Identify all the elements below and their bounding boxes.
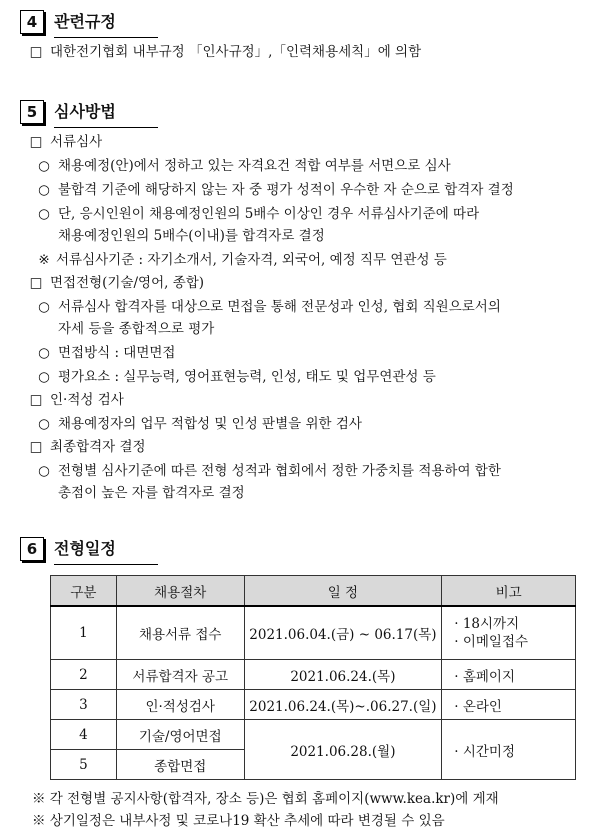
- cell-step: 기술/영어면접: [116, 720, 244, 750]
- list-item-text: 불합격 기준에 해당하지 않는 자 중 평가 성적이 우수한 자 순으로 합격자 결정: [58, 182, 514, 198]
- table-header-row: [51, 576, 576, 607]
- table-row: [51, 720, 576, 750]
- cell-note: · 온라인: [442, 690, 576, 720]
- regulation-text: 대한전기협회 내부규정 「인사규정」,「인력채용세칙」에 의함: [50, 44, 422, 60]
- square-bullet-icon: □: [29, 275, 43, 291]
- list-item-text: 최종합격자 결정: [50, 439, 146, 455]
- cell-step: 서류합격자 공고: [116, 660, 244, 690]
- footnote: ※ 각 전형별 공지사항(합격자, 장소 등)은 협회 홈페이지(www.kea.kr)에 게재: [32, 791, 499, 807]
- section-4-title: 관련규정: [54, 12, 116, 31]
- section-6-underline: [54, 564, 158, 565]
- footnote: ※ 상기일정은 내부사정 및 코로나19 확산 추세에 따라 변경될 수 있음: [32, 813, 445, 829]
- list-item-text: 인·적성 검사: [50, 392, 124, 408]
- list-item-text: 서류심사 합격자를 대상으로 면접을 통해 전문성과 인성, 협회 직원으로서의: [58, 299, 501, 315]
- cell-step: 인·적성검사: [116, 690, 244, 720]
- cell-note: · 홈페이지: [442, 660, 576, 690]
- schedule-table: [50, 575, 576, 780]
- section-6-header: [20, 537, 170, 567]
- section-6-title: 전형일정: [54, 539, 116, 558]
- circle-bullet-icon: ○: [38, 463, 50, 479]
- circle-bullet-icon: ○: [38, 345, 50, 361]
- section-4-underline: [54, 37, 158, 38]
- list-item-text: 면접전형(기술/영어, 종합): [50, 275, 205, 291]
- circle-bullet-icon: ○: [38, 206, 50, 222]
- section-4-header: [20, 10, 170, 40]
- circle-bullet-icon: ○: [38, 182, 50, 198]
- list-item-text: 채용예정(안)에서 정하고 있는 자격요건 적합 여부를 서면으로 심사: [58, 158, 451, 174]
- list-item-text: 자세 등을 종합적으로 평가: [58, 321, 215, 337]
- header-category: 구분: [51, 576, 117, 607]
- note-line: · 18시까지: [454, 616, 520, 632]
- header-remarks: 비고: [442, 576, 576, 607]
- square-bullet-icon: □: [29, 134, 43, 150]
- note-line: · 이메일접수: [454, 634, 529, 650]
- reference-mark-icon: ※: [38, 252, 50, 268]
- cell-date: 2021.06.24.(목): [244, 660, 442, 690]
- cell-step: 채용서류 접수: [116, 606, 244, 660]
- table-row: [51, 660, 576, 690]
- header-procedure: 채용절차: [116, 576, 244, 607]
- cell-no: 1: [51, 606, 117, 660]
- square-bullet-icon: □: [29, 392, 43, 408]
- list-item-text: 면접방식 : 대면면접: [58, 345, 176, 361]
- cell-date: 2021.06.28.(월): [244, 720, 442, 780]
- section-6-number: 6: [20, 537, 44, 561]
- circle-bullet-icon: ○: [38, 416, 50, 432]
- circle-bullet-icon: ○: [38, 158, 50, 174]
- cell-date: 2021.06.04.(금) ~ 06.17(목): [244, 606, 442, 660]
- cell-no: 2: [51, 660, 117, 690]
- cell-no: 5: [51, 750, 117, 780]
- circle-bullet-icon: ○: [38, 369, 50, 385]
- list-item-text: 평가요소 : 실무능력, 영어표현능력, 인성, 태도 및 업무연관성 등: [58, 369, 436, 385]
- cell-note: [442, 606, 576, 660]
- circle-bullet-icon: ○: [38, 299, 50, 315]
- cell-no: 4: [51, 720, 117, 750]
- list-item-text: 채용예정인원의 5배수(이내)를 합격자로 결정: [58, 228, 325, 244]
- section-4-number: 4: [20, 10, 44, 34]
- header-schedule: 일 정: [244, 576, 442, 607]
- list-item-text: 서류심사기준 : 자기소개서, 기술자격, 외국어, 예정 직무 연관성 등: [56, 252, 447, 268]
- list-item-text: 단, 응시인원이 채용예정인원의 5배수 이상인 경우 서류심사기준에 따라: [58, 206, 480, 222]
- section-5-header: [20, 100, 170, 130]
- square-bullet-icon: □: [29, 44, 43, 60]
- square-bullet-icon: □: [29, 439, 43, 455]
- section-5-number: 5: [20, 100, 44, 124]
- section-5-title: 심사방법: [54, 102, 116, 121]
- table-row: [51, 606, 576, 660]
- section-5-underline: [54, 127, 158, 128]
- list-item-text: 전형별 심사기준에 따른 전형 성적과 협회에서 정한 가중치를 적용하여 합한: [58, 463, 501, 479]
- list-item-text: 채용예정자의 업무 적합성 및 인성 판별을 위한 검사: [58, 416, 362, 432]
- table-row: [51, 690, 576, 720]
- cell-note: · 시간미정: [442, 720, 576, 780]
- cell-step: 종합면접: [116, 750, 244, 780]
- list-item-text: 서류심사: [50, 134, 103, 150]
- cell-date: 2021.06.24.(목)~.06.27.(일): [244, 690, 442, 720]
- cell-no: 3: [51, 690, 117, 720]
- list-item-text: 총점이 높은 자를 합격자로 결정: [58, 485, 245, 501]
